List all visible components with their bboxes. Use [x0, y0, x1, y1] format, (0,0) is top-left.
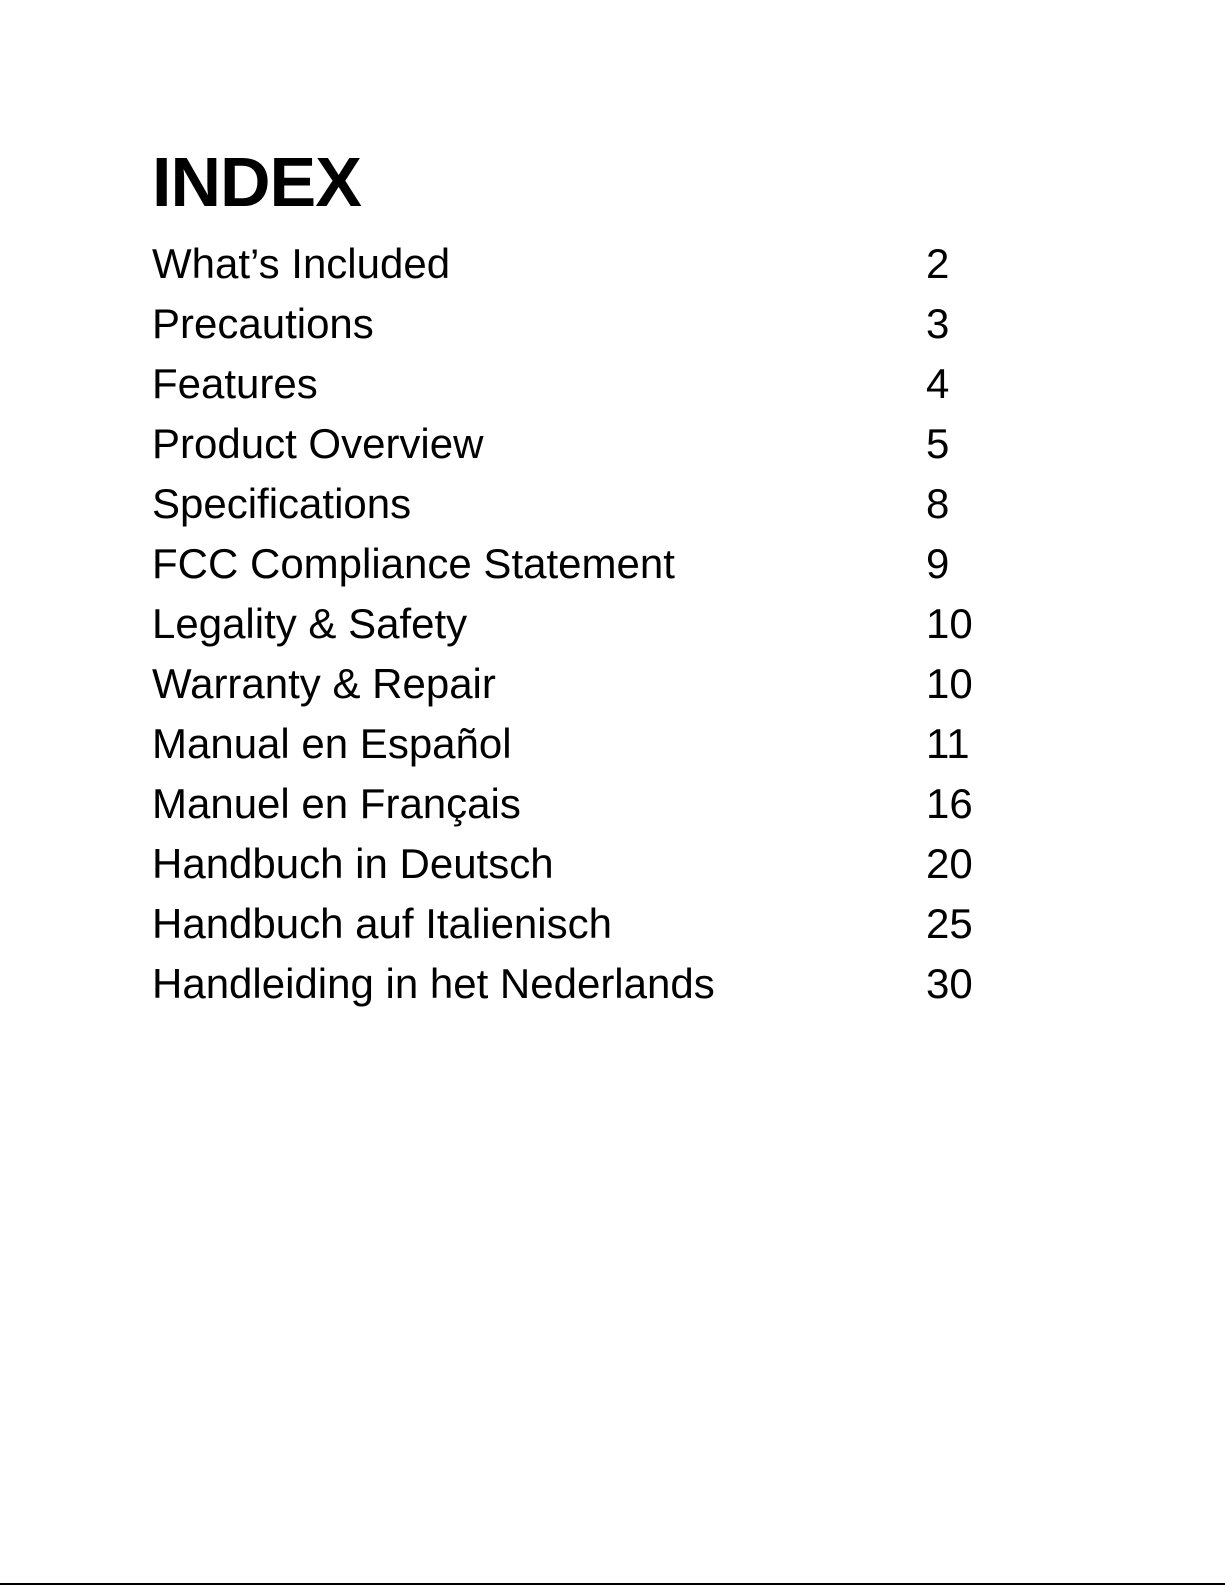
entry-label: Warranty & Repair — [152, 660, 496, 707]
index-entry-handbuch-deutsch — [152, 834, 982, 894]
entry-page-number: 25 — [926, 900, 973, 947]
index-entry-legality-safety — [152, 594, 982, 654]
index-entry-fcc-compliance — [152, 534, 982, 594]
index-entry-whats-included — [152, 234, 982, 294]
entry-label: What’s Included — [152, 240, 451, 287]
entry-label: Product Overview — [152, 420, 484, 467]
index-entry-product-overview — [152, 414, 982, 474]
index-entry-manuel-francais — [152, 774, 982, 834]
index-entry-manual-espanol — [152, 714, 982, 774]
entry-page-number: 5 — [926, 420, 950, 467]
entry-page-number: 11 — [926, 720, 970, 767]
index-entry-precautions — [152, 294, 982, 354]
entry-label: Handbuch auf Italienisch — [152, 900, 612, 947]
entry-label: Specifications — [152, 480, 412, 527]
entry-page-number: 2 — [926, 240, 950, 287]
entry-page-number: 20 — [926, 840, 973, 887]
entry-label: Handbuch in Deutsch — [152, 840, 554, 887]
index-entry-specifications — [152, 474, 982, 534]
entry-page-number: 10 — [926, 600, 973, 647]
index-entry-handleiding-nederlands — [152, 954, 982, 1014]
index-entry-handbuch-italienisch — [152, 894, 982, 954]
entry-label: Manual en Español — [152, 720, 512, 767]
entry-label: Precautions — [152, 300, 374, 347]
entry-label: Handleiding in het Nederlands — [152, 960, 715, 1007]
entry-page-number: 16 — [926, 780, 973, 827]
entry-page-number: 10 — [926, 660, 973, 707]
entry-page-number: 8 — [926, 480, 950, 527]
entry-label: Manuel en Français — [152, 780, 521, 827]
entry-page-number: 4 — [926, 360, 950, 407]
entry-page-number: 30 — [926, 960, 973, 1007]
entry-page-number: 9 — [926, 540, 950, 587]
entry-label: Legality & Safety — [152, 600, 468, 647]
index-entry-features — [152, 354, 982, 414]
entry-label: Features — [152, 360, 318, 407]
index-list — [152, 234, 982, 1014]
page-title: INDEX — [152, 143, 361, 221]
entry-label: FCC Compliance Statement — [152, 540, 675, 587]
entry-page-number: 3 — [926, 300, 950, 347]
index-entry-warranty-repair — [152, 654, 982, 714]
